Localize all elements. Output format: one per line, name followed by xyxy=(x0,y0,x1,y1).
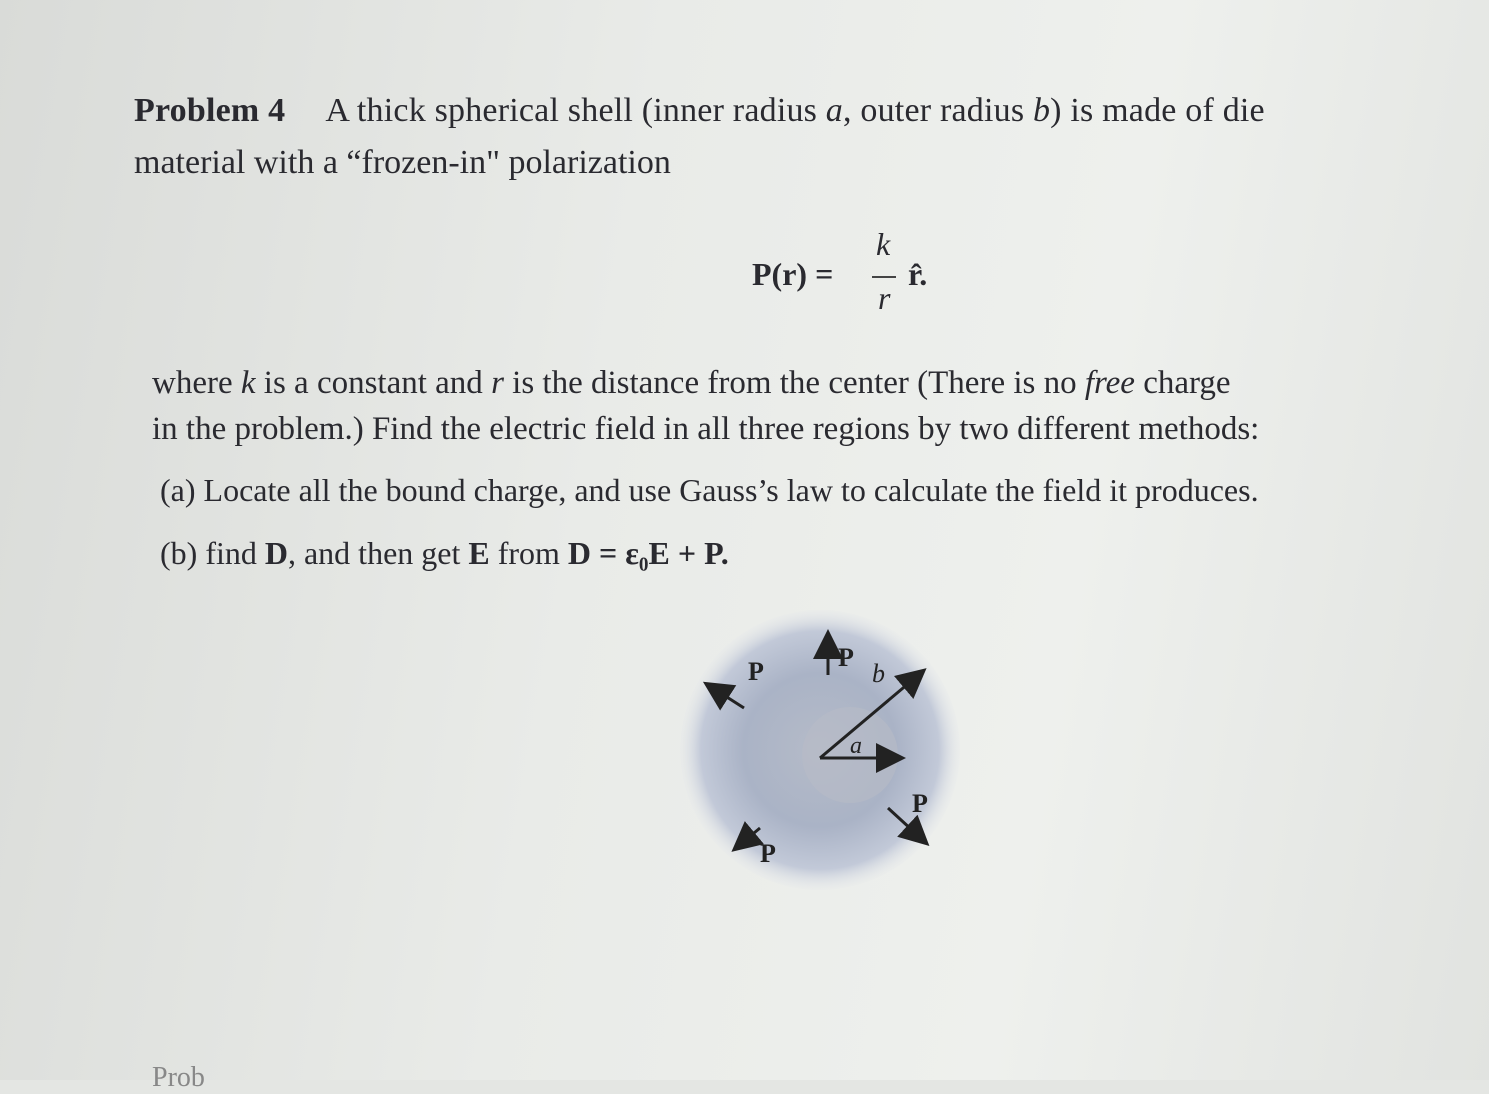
para-text-1: where xyxy=(152,365,241,401)
equation-lhs: P(r) = xyxy=(752,256,834,292)
label-p-bottom: P xyxy=(760,839,776,868)
var-b: b xyxy=(1032,92,1051,129)
next-problem-cutoff: Prob xyxy=(152,1062,205,1093)
part-b-equation: D = ε₀E + P. xyxy=(567,535,729,571)
intro-text-3: ) is made of die xyxy=(1050,92,1265,129)
part-b xyxy=(160,535,729,572)
fraction-numerator: k xyxy=(876,226,891,262)
symbol-D: D xyxy=(264,535,288,571)
intro-text-2: , outer radius xyxy=(843,92,1033,129)
para-text-4: charge xyxy=(1134,365,1231,401)
paragraph-line2: in the problem.) Find the electric field in all three regions by two different methods: xyxy=(152,411,1260,447)
label-p-left: P xyxy=(748,657,764,686)
part-a: (a) Locate all the bound charge, and use Gauss’s law to calculate the field it produces. xyxy=(160,472,1259,508)
problem-statement-line2: material with a “frozen-in" polarization xyxy=(134,144,671,181)
var-r: r xyxy=(491,365,504,401)
para-text-2: is a constant and xyxy=(255,365,492,401)
var-a: a xyxy=(825,92,843,129)
para-text-3: is the distance from the center (There is no xyxy=(503,365,1085,401)
label-b: b xyxy=(872,659,885,688)
part-b-text-1: (b) find xyxy=(160,535,265,571)
paragraph-line1 xyxy=(152,360,1259,406)
equation-rhs: r̂. xyxy=(908,256,928,292)
problem-label: Problem 4 xyxy=(134,92,286,129)
intro-text-1: A thick spherical shell (inner radius xyxy=(325,92,826,129)
part-b-text-2: , and then get xyxy=(287,535,469,571)
label-p-top: P xyxy=(838,643,854,672)
symbol-E: E xyxy=(468,535,490,571)
word-free: free xyxy=(1084,365,1135,401)
problem-statement-line1 xyxy=(134,92,1265,130)
fraction-bar xyxy=(872,276,896,278)
description-paragraph xyxy=(152,360,1259,452)
polarization-equation xyxy=(752,226,972,326)
spherical-shell-figure xyxy=(660,600,990,890)
part-b-text-3: from xyxy=(489,535,568,571)
var-k: k xyxy=(240,365,256,401)
label-p-right: P xyxy=(912,789,928,818)
label-a: a xyxy=(850,733,862,759)
fraction-denominator: r xyxy=(878,280,891,316)
